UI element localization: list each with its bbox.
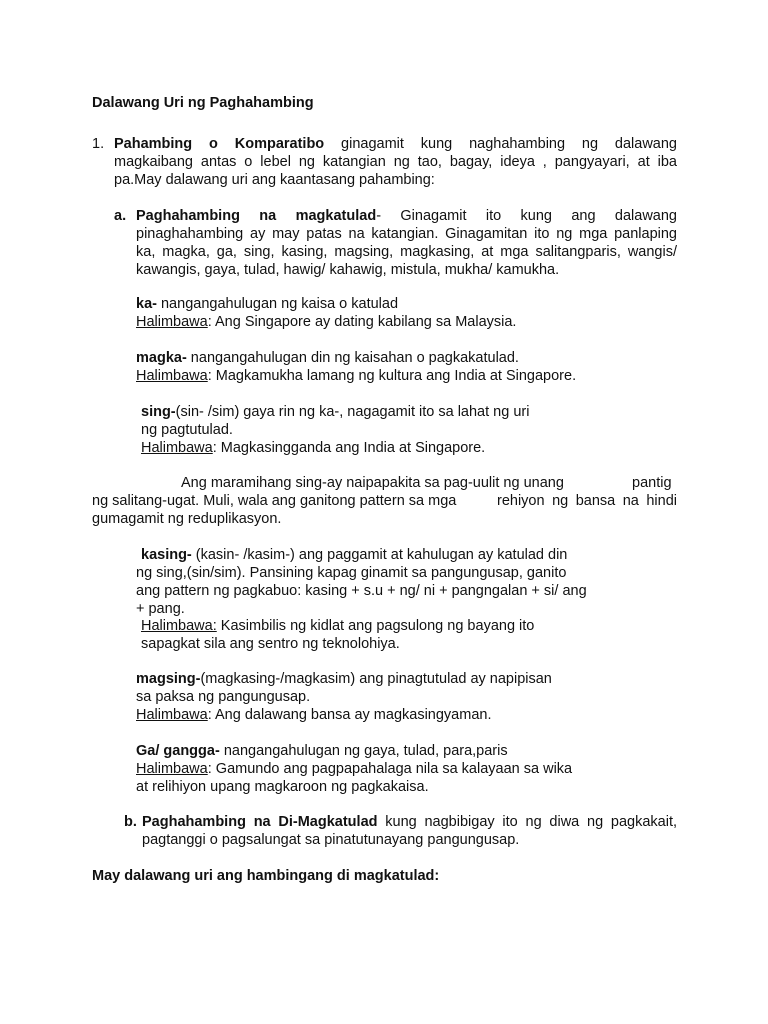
ka-definition — [136, 295, 398, 313]
magsing-line1-rest: (magkasing-/magkasim) ang pinagtutulad ay napipisan — [200, 671, 552, 687]
document-title: Dalawang Uri ng Paghahambing — [92, 95, 314, 111]
note-line2-b: rehiyon ng bansa na hindi — [497, 493, 677, 509]
magka-example — [136, 367, 576, 385]
magka-example-text: : Magkamukha lamang ng kultura ang India at Singapore. — [207, 368, 577, 384]
item1-line3: pa.May dalawang uri ang kaantasang pahambing: — [114, 172, 435, 188]
magsing-example-text: : Ang dalawang bansa ay magkasingyaman. — [207, 707, 492, 723]
kasing-line1-rest: (kasin- /kasim-) ang paggamit at kahulugan ay katulad din — [191, 547, 568, 563]
item1-term: Pahambing o Komparatibo — [114, 136, 325, 152]
subitem-b-label: b. — [124, 814, 137, 830]
magka-term: magka- — [136, 350, 187, 366]
kasing-example-label: Halimbawa: — [141, 618, 217, 634]
item1-line1 — [114, 135, 677, 153]
subitem-a-line1 — [136, 207, 677, 225]
ga-definition — [136, 742, 508, 760]
subitem-a-term: Paghahambing na magkatulad — [136, 208, 377, 224]
item1-line2: magkaibang antas o lebel ng katangian ng tao, bagay, ideya , pangyayari, at iba — [114, 154, 677, 170]
subitem-b-line1 — [142, 813, 677, 831]
subitem-b-line1-rest: kung nagbibigay ito ng diwa ng pagkakait, — [377, 814, 678, 830]
subitem-a-label: a. — [114, 208, 127, 224]
magka-desc: nangangahulugan din ng kaisahan o pagkakatulad. — [186, 350, 519, 366]
note-line3: gumagamit ng reduplikasyon. — [92, 511, 282, 527]
kasing-example-line2: sapagkat sila ang sentro ng teknolohiya. — [141, 636, 400, 652]
magsing-line2: sa paksa ng pangungusap. — [136, 689, 311, 705]
item1-line1-rest: ginagamit kung naghahambing ng dalawang — [324, 136, 677, 152]
sing-line2: ng pagtutulad. — [141, 422, 233, 438]
kasing-term: kasing- — [141, 547, 192, 563]
kasing-line3: ang pattern ng pagkabuo: kasing + s.u + ng/ ni + pangngalan + si/ ang — [136, 583, 587, 599]
note-line2-a: ng salitang-ugat. Muli, wala ang ganitong pattern sa mga — [92, 493, 457, 509]
ka-desc: nangangahulugan ng kaisa o katulad — [156, 296, 399, 312]
kasing-example-text: Kasimbilis ng kidlat ang pagsulong ng bayang ito — [216, 618, 535, 634]
sing-term: sing- — [141, 404, 176, 420]
magsing-definition — [136, 670, 552, 688]
subitem-b-term: Paghahambing na Di-Magkatulad — [142, 814, 378, 830]
magsing-example — [136, 706, 491, 724]
kasing-line2: ng sing,(sin/sim). Pansining kapag ginamit sa pangungusap, ganito — [136, 565, 567, 581]
ka-term: ka- — [136, 296, 157, 312]
sing-example-label: Halimbawa — [141, 440, 213, 456]
closing-heading: May dalawang uri ang hambingang di magkatulad: — [92, 868, 440, 884]
ka-example — [136, 313, 516, 331]
subitem-a-line2: pinaghahambing ay may patas na katangian. Ginagamitan ito ng mga panlaping — [136, 226, 677, 242]
kasing-example — [141, 617, 534, 635]
kasing-definition — [141, 546, 567, 564]
subitem-a-line1-rest: - Ginagamit ito kung ang dalawang — [376, 208, 677, 224]
magka-definition — [136, 349, 519, 367]
sing-definition — [141, 403, 529, 421]
ga-example — [136, 760, 572, 778]
ka-example-label: Halimbawa — [136, 314, 208, 330]
ga-example-label: Halimbawa — [136, 761, 208, 777]
ga-example-line2: at relihiyon upang magkaroon ng pagkakaisa. — [136, 779, 429, 795]
magsing-term: magsing- — [136, 671, 201, 687]
subitem-b-line2: pagtanggi o pagsalungat sa pinatutunayang pangungusap. — [142, 832, 520, 848]
kasing-line4: + pang. — [136, 601, 185, 617]
note-line1-b: pantig — [632, 475, 672, 491]
ga-example-text: : Gamundo ang pagpapahalaga nila sa kalayaan sa wika — [207, 761, 573, 777]
subitem-a-line4: kawangis, gaya, tulad, hawig/ kahawig, mistula, mukha/ kamukha. — [136, 262, 560, 278]
magsing-example-label: Halimbawa — [136, 707, 208, 723]
ga-term: Ga/ gangga- — [136, 743, 220, 759]
ga-desc: nangangahulugan ng gaya, tulad, para,paris — [219, 743, 508, 759]
sing-example-text: : Magkasingganda ang India at Singapore. — [212, 440, 486, 456]
ka-example-text: : Ang Singapore ay dating kabilang sa Malaysia. — [207, 314, 517, 330]
magka-example-label: Halimbawa — [136, 368, 208, 384]
sing-example — [141, 439, 485, 457]
subitem-a-line3: ka, magka, ga, sing, kasing, magsing, magkasing, at mga salitangparis, wangis/ — [136, 244, 677, 260]
item1-number: 1. — [92, 136, 105, 152]
sing-desc: (sin- /sim) gaya rin ng ka-, nagagamit ito sa lahat ng uri — [175, 404, 530, 420]
note-line1-a: Ang maramihang sing-ay naipapakita sa pag-uulit ng unang — [181, 475, 564, 491]
